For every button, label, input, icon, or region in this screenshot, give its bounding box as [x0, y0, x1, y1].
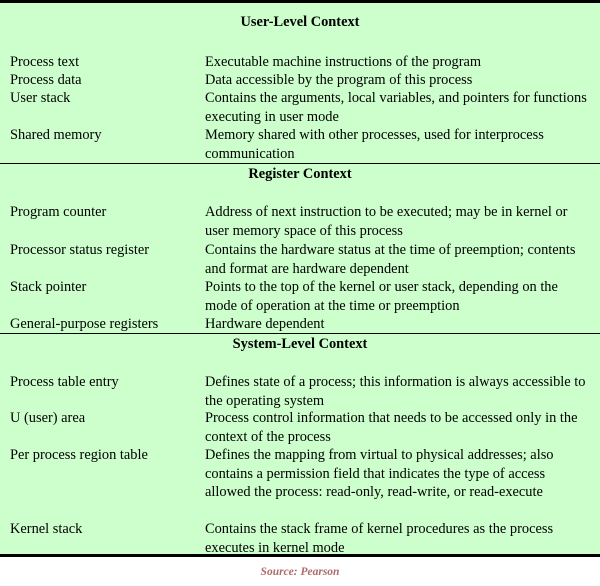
row-description: Contains the arguments, local variables, and pointers for functions executing in user mode: [205, 90, 587, 125]
row-term: Stack pointer: [10, 279, 87, 295]
row-description: Contains the stack frame of kernel procedures as the process executes in kernel mode: [205, 521, 554, 556]
row-term: General-purpose registers: [10, 316, 159, 332]
row-description: Executable machine instructions of the program: [205, 54, 482, 70]
row-description: Defines the mapping from virtual to physical addresses; also contains a permission field that indicates the type of access allowed the process: read-only, read-write, or read-execute: [205, 447, 554, 500]
row-term: Kernel stack: [10, 521, 83, 537]
section-header-system-level: System-Level Context: [232, 336, 368, 352]
row-description: Defines state of a process; this information is always accessible to the operating system: [205, 374, 586, 409]
row-description: Address of next instruction to be executed; may be in kernel or user memory space of this process: [205, 204, 568, 239]
row-description: Hardware dependent: [205, 316, 325, 332]
row-description: Data accessible by the program of this process: [205, 72, 473, 88]
section-header-user-level: User-Level Context: [240, 14, 360, 30]
row-term: Shared memory: [10, 127, 102, 143]
row-description: Memory shared with other processes, used for interprocess communication: [205, 127, 544, 162]
row-term: Process text: [10, 54, 80, 70]
row-term: Per process region table: [10, 447, 148, 463]
row-term: Process table entry: [10, 374, 119, 390]
row-description: Process control information that needs to be accessed only in the context of the process: [205, 410, 578, 445]
source-caption: Source: Pearson: [260, 566, 340, 578]
row-description: Contains the hardware status at the time of preemption; contents and format are hardware dependent: [205, 242, 576, 277]
section-divider: [0, 333, 600, 334]
section-divider: [0, 163, 600, 164]
section-header-register: Register Context: [248, 166, 352, 182]
row-term: U (user) area: [10, 410, 86, 426]
row-description: Points to the top of the kernel or user stack, depending on the mode of operation at the time or preemption: [205, 279, 558, 314]
row-term: Process data: [10, 72, 82, 88]
row-term: User stack: [10, 90, 71, 106]
row-term: Program counter: [10, 204, 107, 220]
row-term: Processor status register: [10, 242, 150, 258]
